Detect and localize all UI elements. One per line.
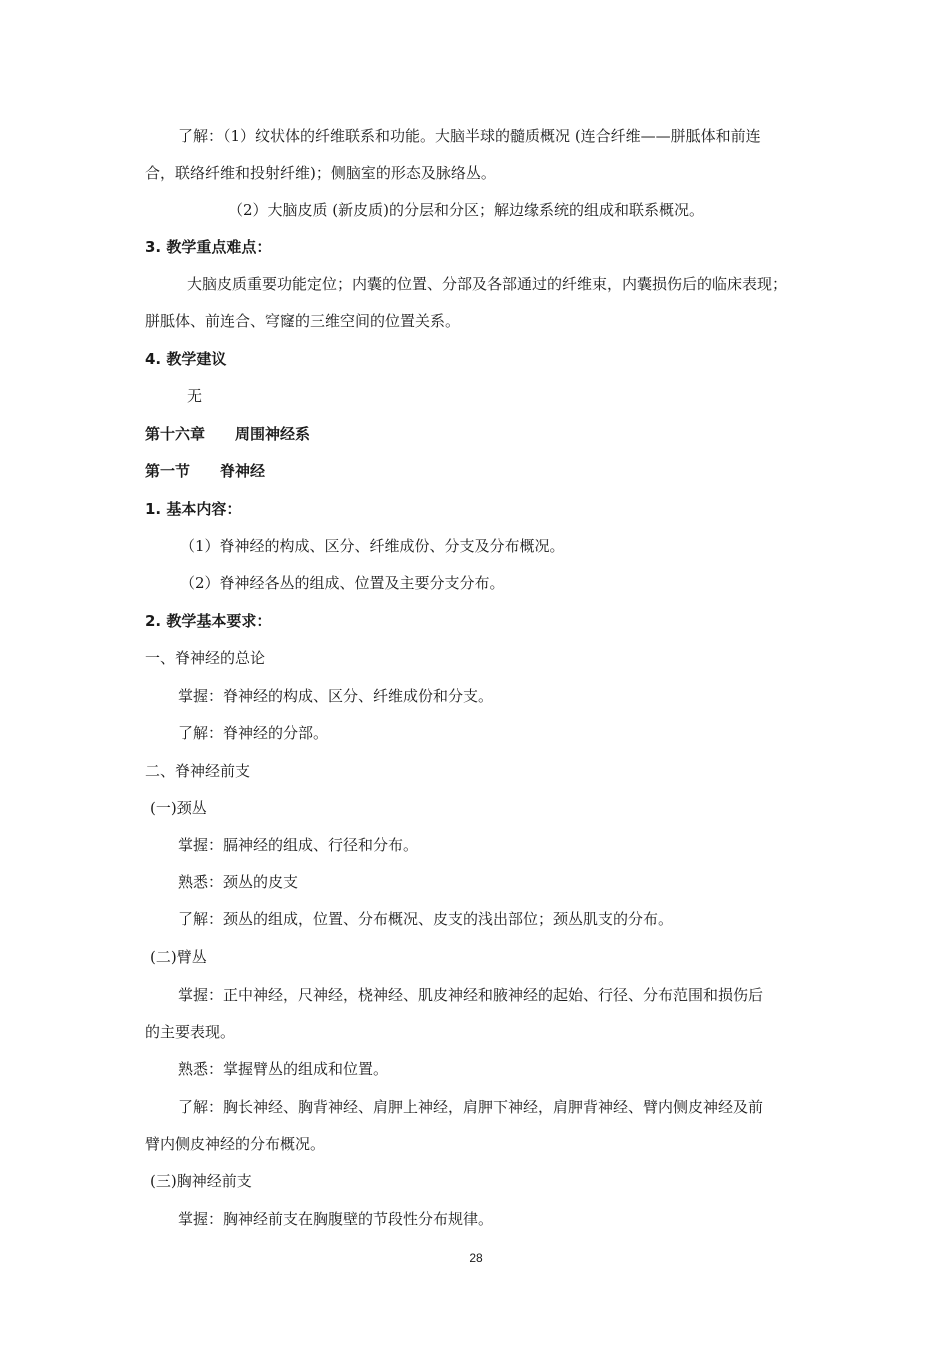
paragraph-line-8: 无 (187, 387, 203, 405)
paragraph-line-18: 二、脊神经前支 (145, 762, 251, 780)
section-heading: 第一节 脊神经 (145, 462, 266, 480)
paragraph-line-23: (二)臂丛 (150, 948, 207, 966)
section-heading-key-points: 3. 教学重点难点： (145, 238, 272, 256)
paragraph-line-20: 掌握：膈神经的组成、行径和分布。 (178, 836, 419, 854)
paragraph-line-24: 掌握：正中神经，尺神经，桡神经、肌皮神经和腋神经的起始、行径、分布范围和损伤后 (178, 986, 764, 1004)
paragraph-line-15: 一、脊神经的总论 (145, 649, 266, 667)
subsection-heading-basic-content: 1. 基本内容： (145, 500, 242, 518)
paragraph-line-28: 臂内侧皮神经的分布概况。 (145, 1135, 326, 1153)
paragraph-line-17: 了解：脊神经的分部。 (178, 724, 329, 742)
paragraph-line-6: 胼胝体、前连合、穹窿的三维空间的位置关系。 (145, 312, 461, 330)
subsection-heading-requirements: 2. 教学基本要求： (145, 612, 272, 630)
paragraph-line-27: 了解：胸长神经、胸背神经、肩胛上神经，肩胛下神经，肩胛背神经、臂内侧皮神经及前 (178, 1098, 764, 1116)
chapter-heading: 第十六章 周围神经系 (145, 425, 311, 443)
paragraph-line-25: 的主要表现。 (145, 1023, 236, 1041)
paragraph-line-26: 熟悉：掌握臂丛的组成和位置。 (178, 1060, 389, 1078)
paragraph-line-16: 掌握：脊神经的构成、区分、纤维成份和分支。 (178, 687, 494, 705)
paragraph-line-5: 大脑皮质重要功能定位；内囊的位置、分部及各部通过的纤维束，内囊损伤后的临床表现； (187, 275, 788, 293)
paragraph-line-13: （2）脊神经各丛的组成、位置及主要分支分布。 (180, 574, 505, 592)
paragraph-line-29: (三)胸神经前支 (150, 1172, 252, 1190)
section-heading-suggestions: 4. 教学建议 (145, 350, 227, 368)
paragraph-line-1: 了解：（1）纹状体的纤维联系和功能。大脑半球的髓质概况 (连合纤维——胼胝体和前连 (178, 127, 761, 145)
paragraph-line-12: （1）脊神经的构成、区分、纤维成份、分支及分布概况。 (180, 537, 565, 555)
paragraph-line-3: （2）大脑皮质 (新皮质)的分层和分区；解边缘系统的组成和联系概况。 (228, 201, 705, 219)
paragraph-line-30: 掌握：胸神经前支在胸腹壁的节段性分布规律。 (178, 1210, 494, 1228)
paragraph-line-22: 了解：颈丛的组成，位置、分布概况、皮支的浅出部位；颈丛肌支的分布。 (178, 910, 674, 928)
paragraph-line-19: (一)颈丛 (150, 799, 207, 817)
paragraph-line-21: 熟悉：颈丛的皮支 (178, 873, 299, 891)
paragraph-line-2: 合，联络纤维和投射纤维)；侧脑室的形态及脉络丛。 (145, 164, 496, 182)
page-number: 28 (469, 1251, 483, 1265)
